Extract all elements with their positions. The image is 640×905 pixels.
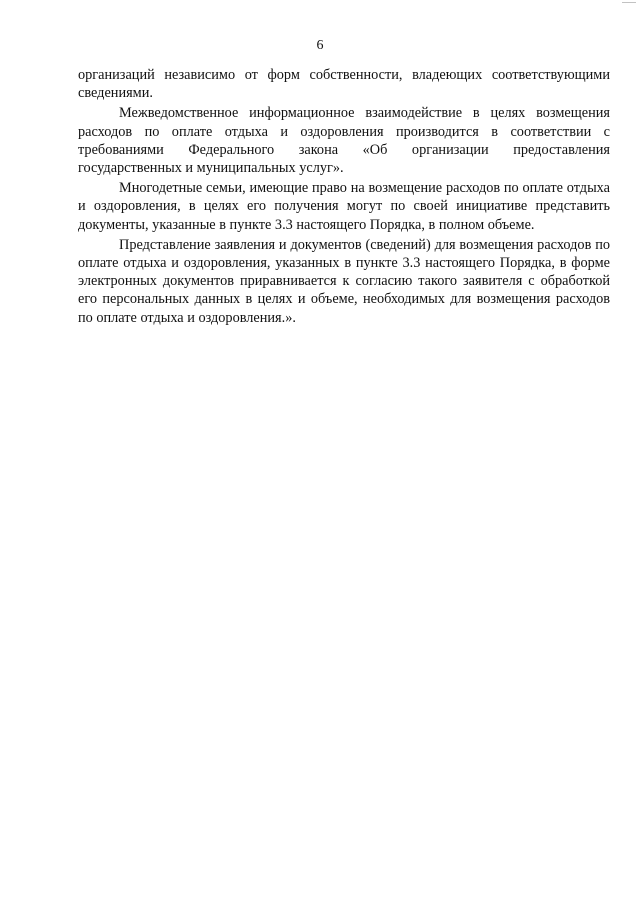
document-body xyxy=(78,66,610,327)
scan-edge-mark xyxy=(622,0,636,3)
paragraph-large-families: Многодетные семьи, имеющие право на возмещение расходов по оплате отдыха и оздоровления, в целях его получения могут по своей инициативе представить документы, указанные в пункте 3.3 настоящего Порядка, в полном объеме. xyxy=(78,180,610,233)
page-number: 6 xyxy=(316,38,324,53)
paragraph-electronic-documents: Представление заявления и документов (сведений) для возмещения расходов по оплате отдыха и оздоровления, указанных в пункте 3.3 настоящего Порядка, в форме электронных документов приравнивается к согласию такого заявителя с обработкой его персональных данных в целях и объеме, необходимых для возмещения расходов по оплате отдыха и оздоровления.». xyxy=(78,236,610,326)
paragraph-interagency-interaction: Межведомственное информационное взаимодействие в целях возмещения расходов по оплате отдыха и оздоровления производится в соответствии с требованиями Федерального закона «Об организации предоставления государственных и муниципальных услуг». xyxy=(78,105,610,177)
paragraph-continuation: организаций независимо от форм собственности, владеющих соответствующими сведениями. xyxy=(78,67,610,102)
